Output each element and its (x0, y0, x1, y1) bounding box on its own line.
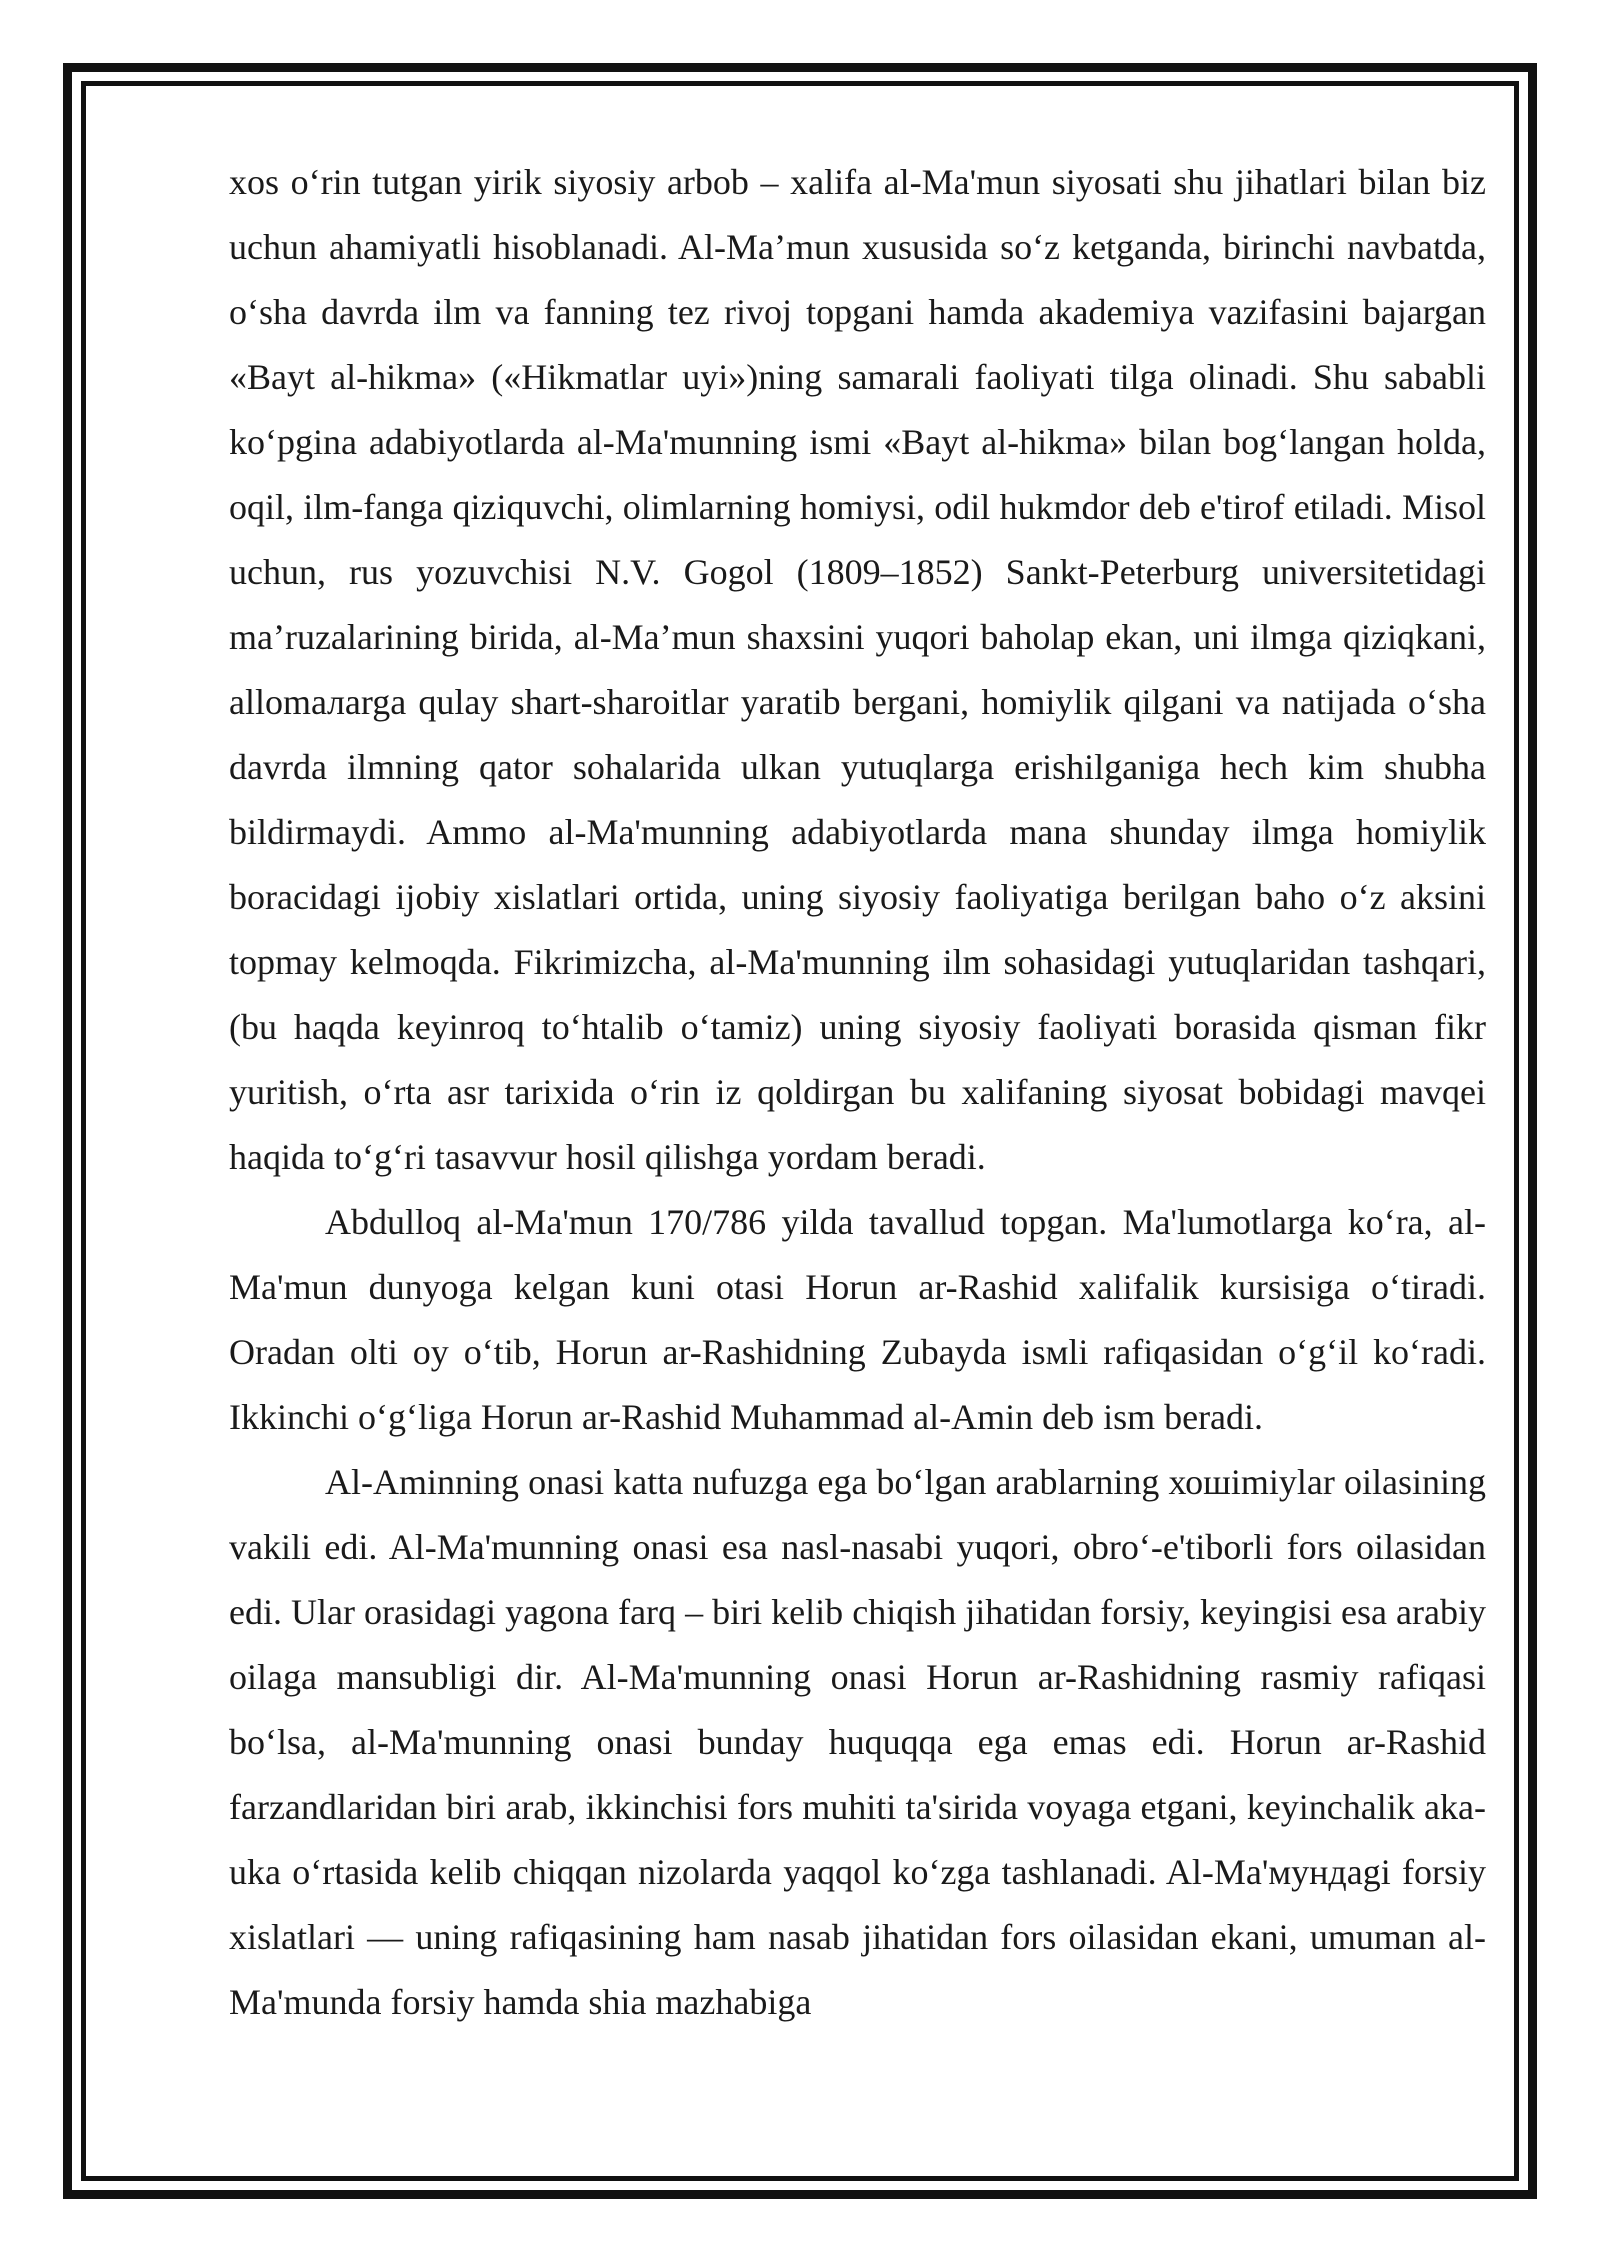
paragraph-1: xos oʻrin tutgan yirik siyosiy arbob – xalifa al-Ma'mun siyosati shu jihatlari bilan biz uchun ahamiyatli hisoblanadi. Al-Ma’mun xususida soʻz ketganda, birinchi navbatda, oʻsha davrda ilm va fanning tez rivoj topgani hamda akademiya vazifasini bajargan «Bayt al-hikma» («Hikmatlar uyi»)ning samarali faoliyati tilga olinadi. Shu sababli koʻpgina adabiyotlarda al-Ma'munning ismi «Bayt al-hikma» bilan bogʻlangan holda, oqil, ilm-fanga qiziquvchi, olimlarning homiysi, odil hukmdor deb e'tirof etiladi. Misol uchun, rus yozuvchisi N.V. Gogol (1809–1852) Sankt-Peterburg universitetidagi ma’ruzalarining birida, al-Ma’mun shaxsini yuqori baholap ekan, uni ilmga qiziqkani, allomaлarga qulay shart-sharoitlar yaratib bergani, homiylik qilgani va natijada oʻsha davrda ilmning qator sohalarida ulkan yutuqlarga erishilganiga hech kim shubha bildirmaydi. Ammo al-Ma'munning adabiyotlarda mana shunday ilmga homiylik boracidagi ijobiy xislatlari ortida, uning siyosiy faoliyatiga berilgan baho oʻz aksini topmay kelmoqda. Fikrimizcha, al-Ma'munning ilm sohasidagi yutuqlaridan tashqari, (bu haqda keyinroq toʻhtalib oʻtamiz) uning siyosiy faoliyati borasida qisman fikr yuritish, oʻrta asr tarixida oʻrin iz qoldirgan bu xalifaning siyosat bobidagi mavqei haqida toʻgʻri tasavvur hosil qilishga yordam beradi. (229, 162, 1486, 1177)
paragraph-3: Al-Aminning onasi katta nufuzga ega boʻlgan arablarning хошimiylar oilasining vakili edi. Al-Ma'munning onasi esa nasl-nasabi yuqori, obroʻ-e'tiborli fors oilasidan edi. Ular orasidagi yagona farq – biri kelib chiqish jihatidan forsiy, keyingisi esa arabiy oilaga mansubligi dir. Al-Ma'munning onasi Horun ar-Rashidning rasmiy rafiqasi boʻlsa, al-Ma'munning onasi bunday huquqqa ega emas edi. Horun ar-Rashid farzandlaridan biri arab, ikkinchisi fors muhiti ta'sirida voyaga etgani, keyinchalik aka-uka oʻrtasida kelib chiqqan nizolarda yaqqol koʻzga tashlanadi. Al-Ma'мундagi forsiy xislatlari — uning rafiqasining ham nasab jihatidan fors oilasidan ekani, umuman al-Ma'munda forsiy hamda shia mazhabiga (229, 1462, 1486, 2022)
document-body (229, 150, 1486, 2035)
paragraph-2: Abdulloq al-Ma'mun 170/786 yilda tavallud topgan. Ma'lumotlarga koʻra, al-Ma'mun dunyoga kelgan kuni otasi Horun ar-Rashid xalifalik kursisiga oʻtiradi. Oradan olti oy oʻtib, Horun ar-Rashidning Zubayda isмli rafiqasidan oʻgʻil koʻradi. Ikkinchi oʻgʻliga Horun ar-Rashid Muhammad al-Amin deb ism beradi. (229, 1202, 1486, 1437)
